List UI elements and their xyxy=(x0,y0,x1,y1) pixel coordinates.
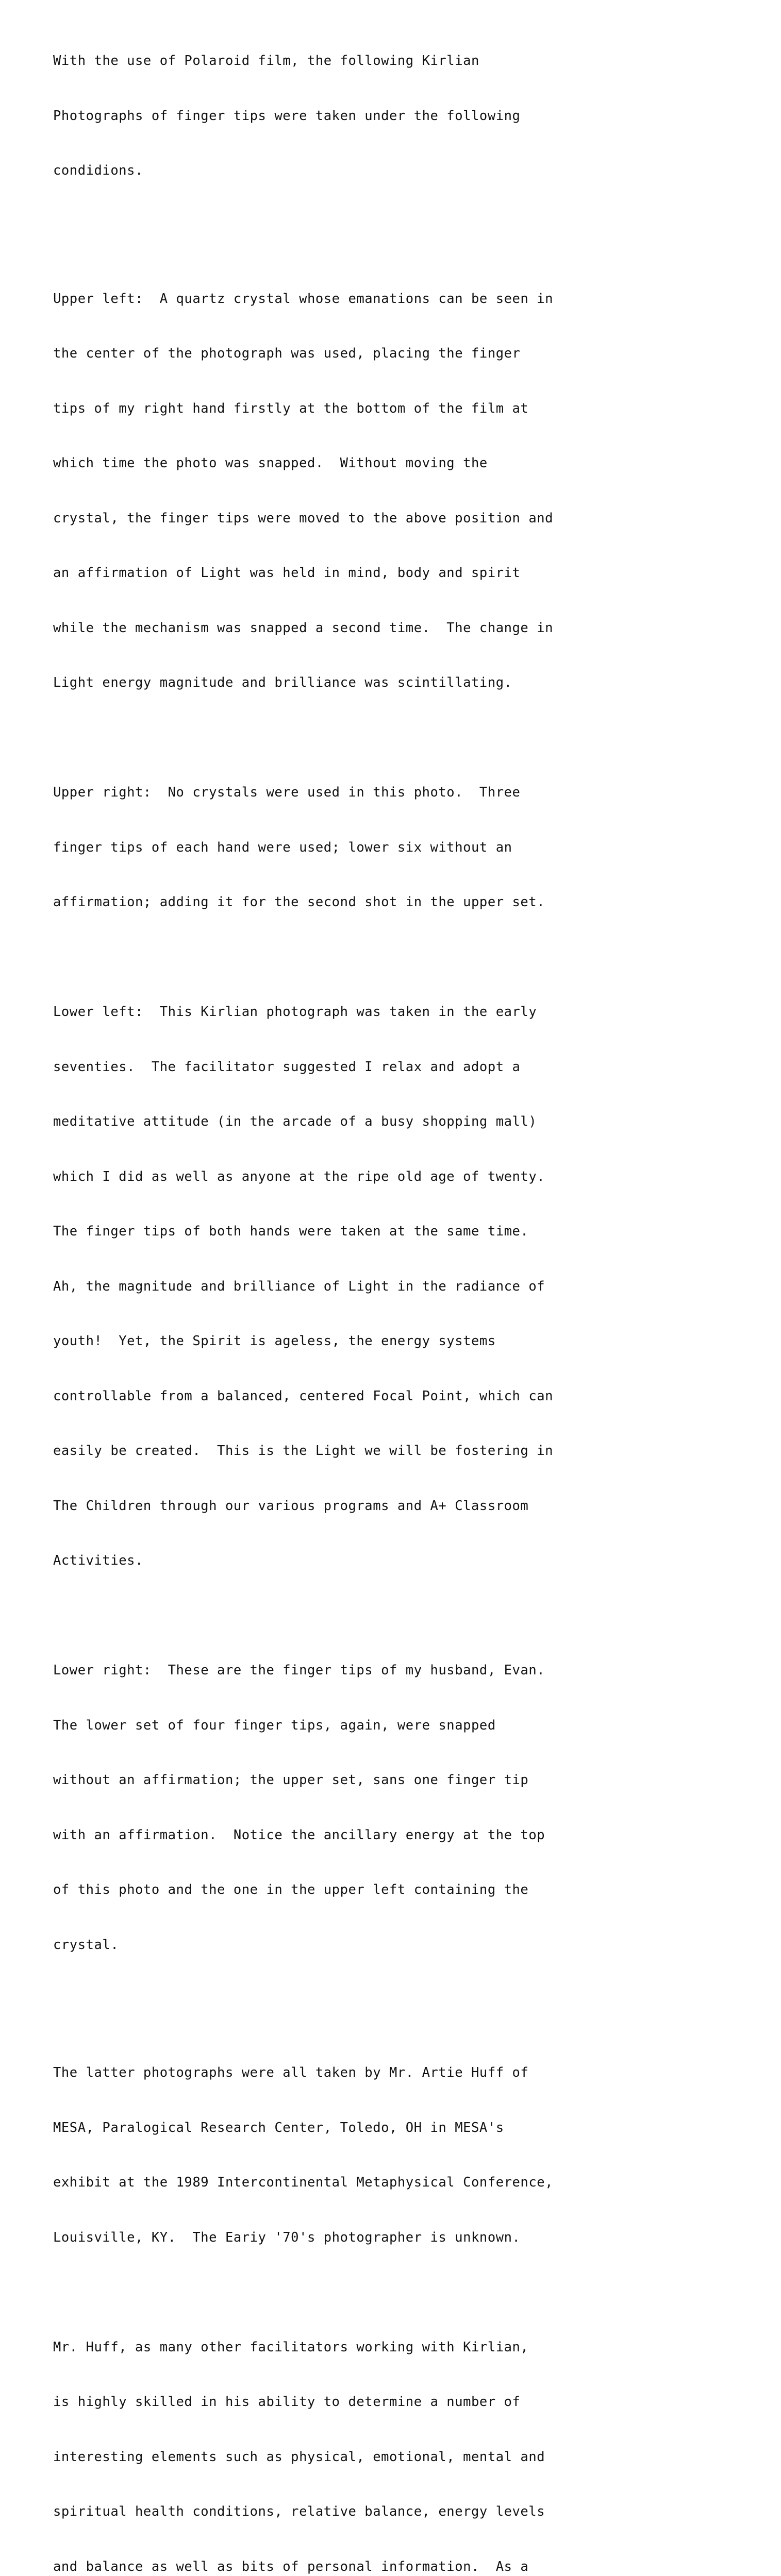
text-line: Mr. Huff, as many other facilitators working with Kirlian, xyxy=(53,2338,775,2357)
text-line: Light energy magnitude and brilliance was scintillating. xyxy=(53,674,775,692)
document-body xyxy=(53,15,775,2576)
upper-right-paragraph xyxy=(53,747,775,948)
text-line: The Children through our various programs and A+ Classroom xyxy=(53,1497,775,1516)
text-line: Lower right: These are the finger tips of my husband, Evan. xyxy=(53,1662,775,1680)
text-line: exhibit at the 1989 Intercontinental Metaphysical Conference, xyxy=(53,2174,775,2192)
text-line: an affirmation of Light was held in mind, body and spirit xyxy=(53,564,775,583)
text-line: tips of my right hand firstly at the bottom of the film at xyxy=(53,400,775,418)
text-line: which time the photo was snapped. Without moving the xyxy=(53,454,775,473)
text-line: MESA, Paralogical Research Center, Toledo, OH in MESA's xyxy=(53,2119,775,2138)
text-line: controllable from a balanced, centered Focal Point, which can xyxy=(53,1387,775,1406)
text-line: Photographs of finger tips were taken under the following xyxy=(53,107,775,126)
document-page xyxy=(0,0,781,1023)
text-line: Lower left: This Kirlian photograph was taken in the early xyxy=(53,1003,775,1022)
text-line: while the mechanism was snapped a second time. The change in xyxy=(53,619,775,638)
text-line: of this photo and the one in the upper left containing the xyxy=(53,1881,775,1900)
lower-left-paragraph xyxy=(53,967,775,1607)
text-line: The latter photographs were all taken by Mr. Artie Huff of xyxy=(53,2064,775,2082)
photographer-paragraph xyxy=(53,2027,775,2283)
lower-right-paragraph xyxy=(53,1625,775,1991)
text-line: Louisville, KY. The Eariy '70's photographer is unknown. xyxy=(53,2229,775,2247)
text-line: and balance as well as bits of personal information. As a xyxy=(53,2558,775,2576)
text-line: finger tips of each hand were used; lower six without an xyxy=(53,839,775,857)
text-line: condidions. xyxy=(53,162,775,180)
huff-paragraph xyxy=(53,2302,775,2576)
intro-paragraph xyxy=(53,15,775,217)
text-line: Upper right: No crystals were used in this photo. Three xyxy=(53,784,775,802)
text-line: crystal. xyxy=(53,1936,775,1955)
text-line: meditative attitude (in the arcade of a busy shopping mall) xyxy=(53,1113,775,1131)
upper-left-paragraph xyxy=(53,253,775,729)
text-line: The finger tips of both hands were taken at the same time. xyxy=(53,1223,775,1241)
text-line: with an affirmation. Notice the ancillary energy at the top xyxy=(53,1826,775,1845)
text-line: interesting elements such as physical, emotional, mental and xyxy=(53,2448,775,2467)
text-line: is highly skilled in his ability to determine a number of xyxy=(53,2393,775,2412)
text-line: With the use of Polaroid film, the following Kirlian xyxy=(53,52,775,71)
text-line: the center of the photograph was used, placing the finger xyxy=(53,345,775,363)
text-line: easily be created. This is the Light we will be fostering in xyxy=(53,1442,775,1461)
text-line: Activities. xyxy=(53,1552,775,1570)
text-line: seventies. The facilitator suggested I relax and adopt a xyxy=(53,1058,775,1077)
text-line: without an affirmation; the upper set, sans one finger tip xyxy=(53,1771,775,1790)
text-line: which I did as well as anyone at the ripe old age of twenty. xyxy=(53,1168,775,1187)
text-line: Upper left: A quartz crystal whose emanations can be seen in xyxy=(53,290,775,309)
text-line: affirmation; adding it for the second shot in the upper set. xyxy=(53,893,775,912)
text-line: The lower set of four finger tips, again, were snapped xyxy=(53,1717,775,1735)
text-line: youth! Yet, the Spirit is ageless, the energy systems xyxy=(53,1332,775,1351)
text-line: spiritual health conditions, relative balance, energy levels xyxy=(53,2503,775,2521)
text-line: crystal, the finger tips were moved to the above position and xyxy=(53,510,775,528)
text-line: Ah, the magnitude and brilliance of Light in the radiance of xyxy=(53,1278,775,1296)
